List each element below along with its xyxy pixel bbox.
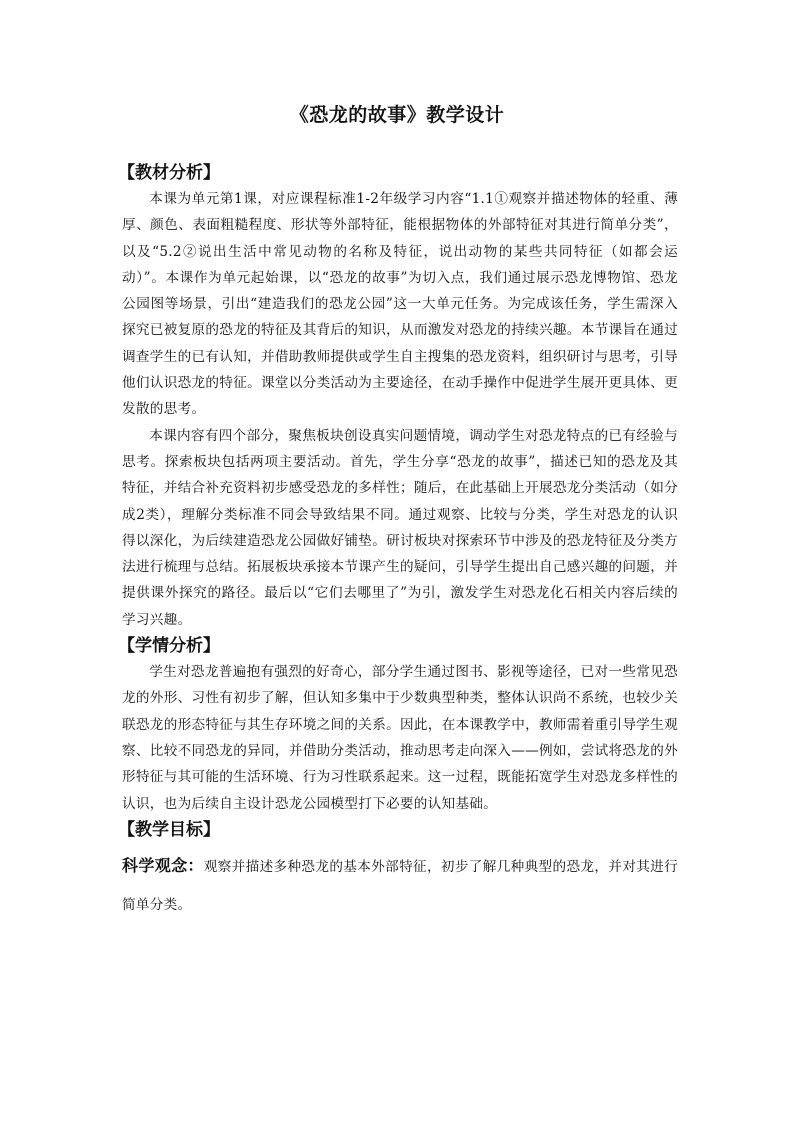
document-body [118, 160, 678, 924]
section-heading-learner-analysis: 【学情分析】 [118, 636, 220, 657]
section-heading-textbook-analysis: 【教材分析】 [118, 163, 220, 183]
textbook-analysis-paragraph-2: 本课内容有四个部分，聚焦板块创设真实问题情境，调动学生对恐龙特点的已有经验与思考。探索板块包括两项主要活动。首先，学生分享“恐龙的故事”，描述已知的恐龙及其特征，并结合补充资料初步感受恐龙的多样性；随后，在此基础上开展恐龙分类活动（如分成2类），理解分类标准不同会导致结果不同。通过观察、比较与分类，学生对恐龙的认识得以深化，为后续建造恐龙公园做好铺垫。研讨板块对探索环节中涉及的恐龙特征及分类方法进行梳理与总结。拓展板块承接本节课产生的疑问，引导学生提出自己感兴趣的问题，并提供课外探究的路径。最后以“它们去哪里了”为引，激发学生对恐龙化石相关内容后续的学习兴趣。 [122, 427, 678, 628]
section-heading-teaching-objectives: 【教学目标】 [118, 819, 220, 840]
document-title: 《恐龙的故事》教学设计 [289, 104, 505, 126]
objective-label: 科学观念： [122, 855, 204, 875]
objective-science-concept [122, 847, 678, 924]
textbook-analysis-paragraph-1: 本课为单元第1课，对应课程标准1-2年级学习内容“1.1①观察并描述物体的轻重、薄厚、颜色、表面粗糙程度、形状等外部特征，能根据物体的外部特征对其进行简单分类”，以及“5.2②说出生活中常见动物的名称及特征，说出动物的某些共同特征（如都会运动）”。本课作为单元起始课，以“恐龙的故事”为切入点，我们通过展示恐龙博物馆、恐龙公园图等场景，引出“建造我们的恐龙公园”这一大单元任务。为完成该任务，学生需深入探究已被复原的恐龙的特征及其背后的知识，从而激发对恐龙的持续兴趣。本节课旨在通过调查学生的已有认知，并借助教师提供或学生自主搜集的恐龙资料，组织研讨与思考，引导他们认识恐龙的特征。课堂以分类活动为主要途径，在动手操作中促进学生展开更具体、更发散的思考。 [122, 191, 678, 418]
objective-text: 观察并描述多种恐龙的基本外部特征，初步了解几种典型的恐龙，并对其进行简单分类。 [122, 858, 678, 913]
learner-analysis-paragraph: 学生对恐龙普遍抱有强烈的好奇心，部分学生通过图书、影视等途径，已对一些常见恐龙的外形、习性有初步了解，但认知多集中于少数典型种类，整体认识尚不系统，也较少关联恐龙的形态特征与其生存环境之间的关系。因此，在本课教学中，教师需着重引导学生观察、比较不同恐龙的异同，并借助分类活动，推动思考走向深入——例如，尝试将恐龙的外形特征与其可能的生活环境、行为习性联系起来。这一过程，既能拓宽学生对恐龙多样性的认识，也为后续自主设计恐龙公园模型打下必要的认知基础。 [122, 664, 678, 812]
